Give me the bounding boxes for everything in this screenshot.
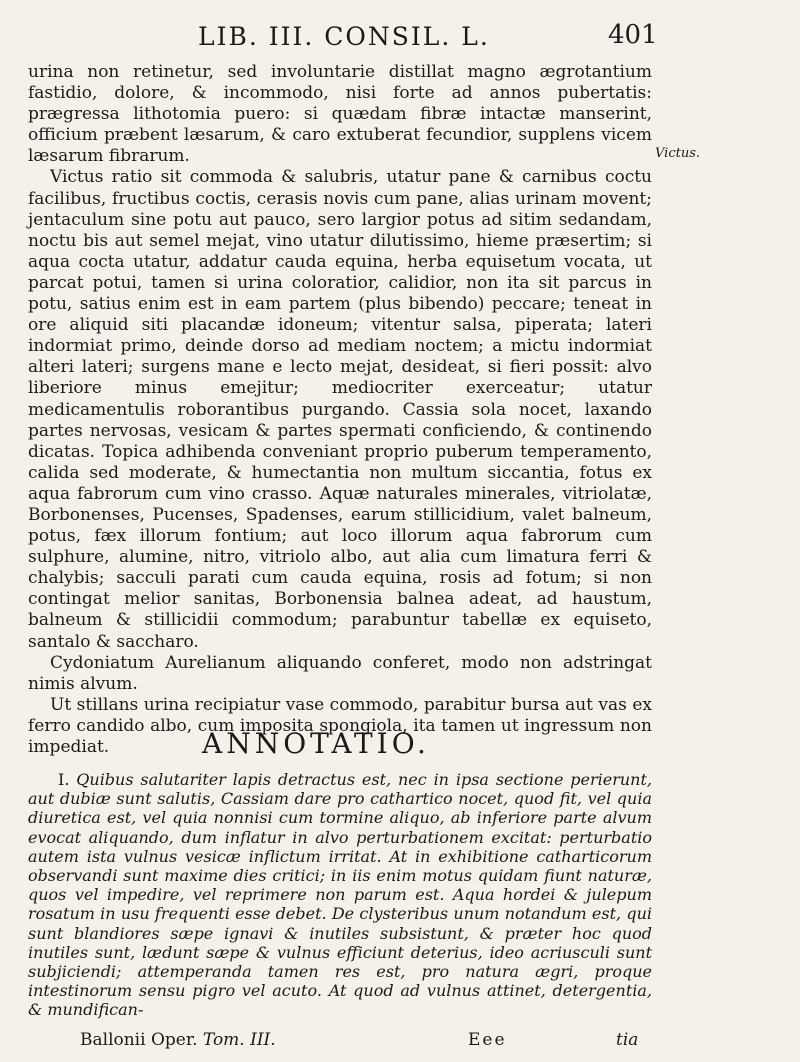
volume: Tom. III.: [202, 1030, 276, 1050]
running-head: LIB. III. CONSIL. L.: [198, 22, 490, 51]
footer-title: [80, 1030, 276, 1050]
main-text: [28, 62, 652, 758]
page-number: 401: [608, 20, 658, 50]
paragraph: Victus ratio sit commoda & salubris, utatur pane & carnibus coctu facilibus, fructibus coctis, cerasis novis cum pane, alias urinam movent; jentaculum sine potu aut pauco, sero largior potus ad sitim sedandam, noctu bis aut semel mejat, vino utatur dilutissimo, hieme præsertim; si aqua cocta utatur, addatur cauda equina, herba equisetum vocata, ut parcat potui, tamen si urina coloratior, calidior, non ita sit parcus in potu, satius enim est in eam partem (plus bibendo) peccare; teneat in ore aliquid siti placandæ idoneum; vitentur salsa, piperata; lateri indormiat primo, deinde dorso ad mediam noctem; a mictu indormiat alteri lateri; surgens mane e lecto mejat, desideat, si fieri possit: alvo liberiore minus emejitur; mediocriter exerceatur; utatur medicamentulis roborantibus purgando. Cassia sola nocet, laxando partes nervosas, vesicam & partes spermati conficiendo, & continendo dicatas. Topica adhibenda conveniant proprio puberum temperamento, calida sed moderate, & humectantia non multum siccantia, fotus ex aqua fabrorum cum vino crasso. Aquæ naturales minerales, vitriolatæ, Borbonenses, Pucenses, Spadenses, earum stillicidium, valet balneum, potus, fæx illorum fontium; aut loco illorum aqua fabrorum cum sulphure, alumine, nitro, vitriolo albo, aut alia cum limatura ferri & chalybis; sacculi parati cum cauda equina, rosis ad fotum; si non contingat melior sanitas, Borbonensia balnea adeat, ad haustum, balneum & stillicidii commodum; parabuntur tabellæ ex equiseto, santalo & saccharo.: [28, 167, 652, 652]
page-header: [28, 18, 658, 54]
annotation-text: Quibus salutariter lapis detractus est, nec in ipsa sectione perierunt, aut dubiæ sunt salutis, Cassiam dare pro cathartico nocet, quod fit, vel quia diuretica est, vel quia nonnisi cum tormine aliquo, ab inferiore parte alvum evocat aliquando, dum inflatur in alvo perturbationem excitat: perturbatio autem ista vulnus vesicæ inflictum irritat. At in exhibitione catharticorum observandi sunt maxime dies critici; in iis enim motus quidam fiunt naturæ, quos vel impedire, vel reprimere non parum est. Aqua hordei & julepum rosatum in usu frequenti esse debet. De clysteribus unum notandum est, qui sunt blandiores sæpe ignavi & inutiles subsistunt, & præter hoc quod inutiles sunt, lædunt sæpe & vulnus efficiunt deterius, ideo acriusculi sunt subjiciendi; attemperanda tamen res est, pro natura ægri, proque intestinorum sensu pigro vel acuto. At quod ad vulnus attinet, detergentia, & mundifican-: [28, 770, 652, 1020]
book-title: Ballonii Oper.: [80, 1030, 198, 1050]
annotation-number: I.: [58, 770, 70, 789]
annotation-paragraph: [28, 770, 652, 1020]
signature-mark: Eee: [468, 1030, 507, 1050]
catchword: tia: [616, 1030, 639, 1050]
page-footer: [28, 1030, 652, 1054]
paragraph: urina non retinetur, sed involuntarie distillat magno ægrotantium fastidio, dolore, & incommodo, nisi forte ad annos pubertatis: prægressa lithotomia puero: si quædam fibræ intactæ manserint, officium præbent læsarum, & caro extuberat fecundior, supplens vicem læsarum fibrarum.: [28, 62, 652, 167]
paragraph: Ut stillans urina recipiatur vase commodo, parabitur bursa aut vas ex ferro candido albo, cum imposita spongiola, ita tamen ut ingressum non impediat.: [28, 694, 652, 757]
section-title: ANNOTATIO.: [202, 727, 430, 760]
paragraph: Cydoniatum Aurelianum aliquando conferet, modo non adstringat nimis alvum.: [28, 652, 652, 694]
annotation: [28, 770, 652, 1020]
margin-note: Victus.: [655, 146, 700, 161]
